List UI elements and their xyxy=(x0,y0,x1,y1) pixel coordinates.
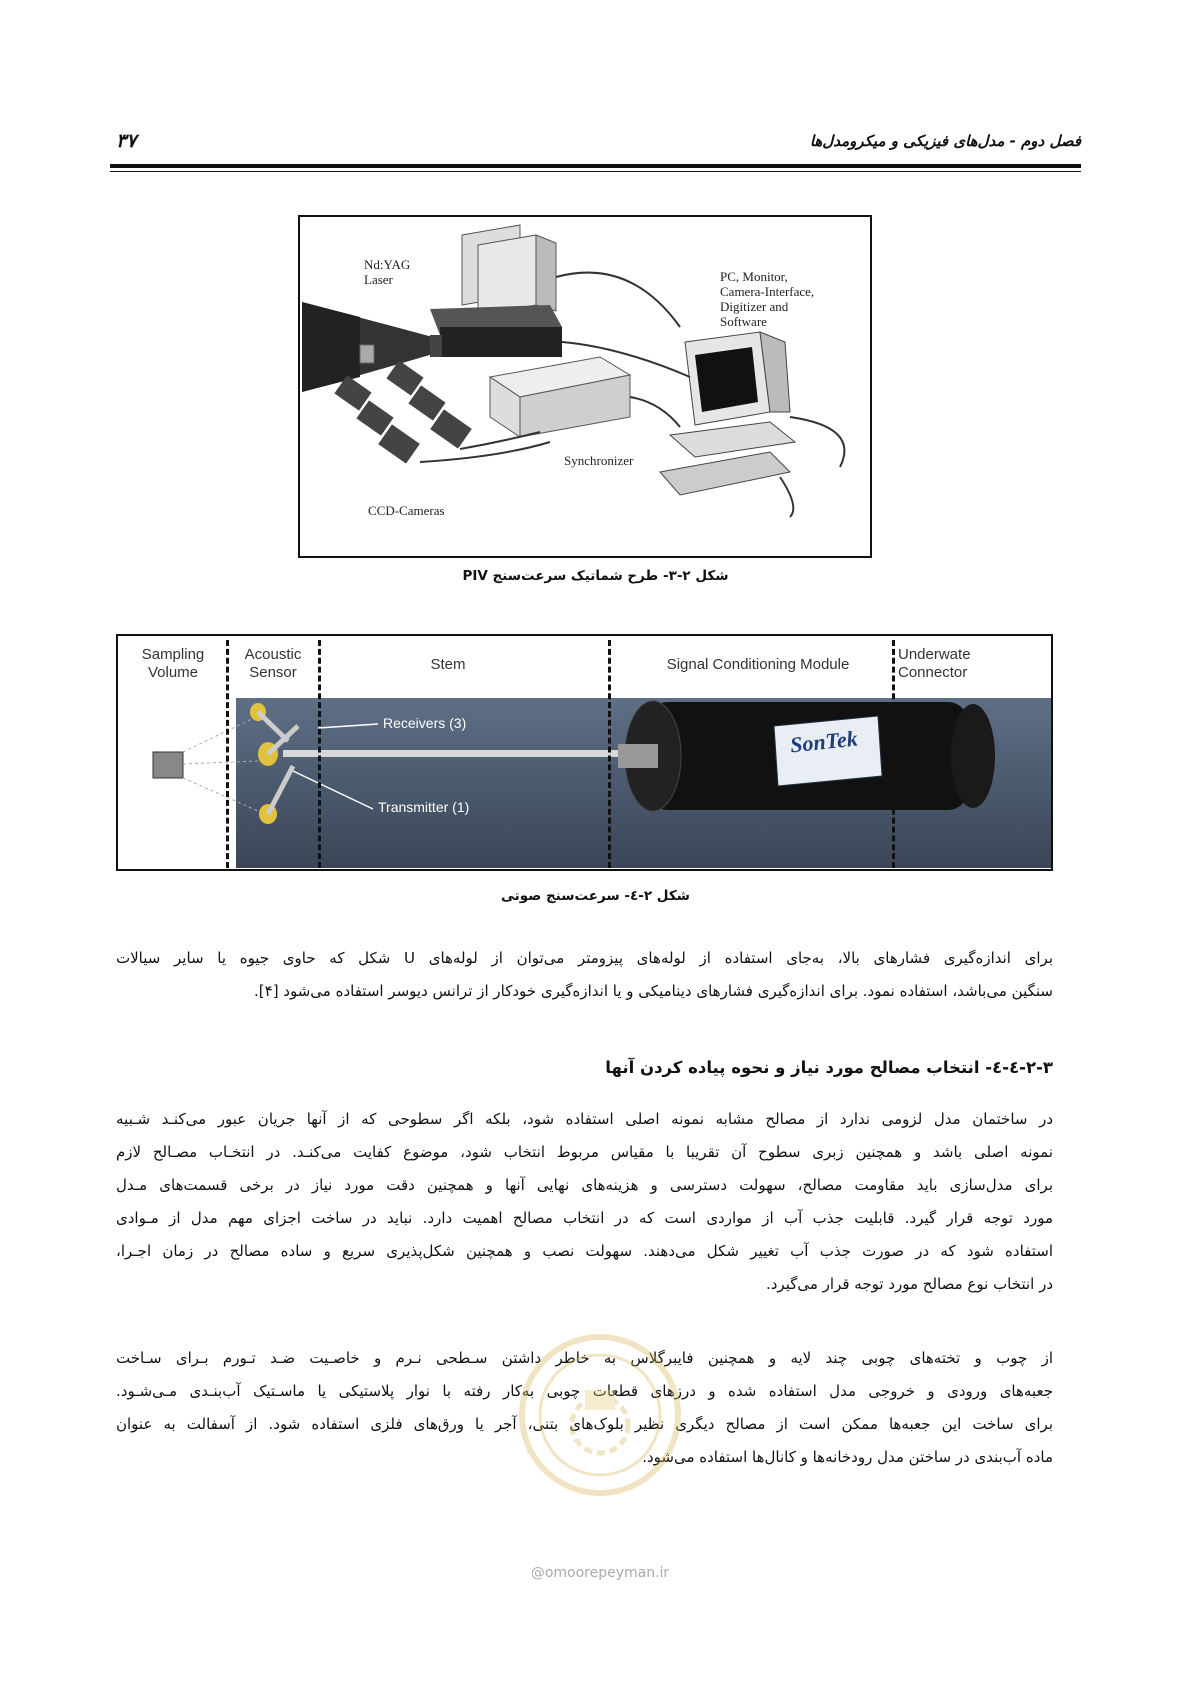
chapter-title: فصل دوم - مدل‌های فیزیکی و میکرومدل‌ها xyxy=(809,132,1081,150)
cameras-label: CCD-Cameras xyxy=(368,503,445,518)
divider-1 xyxy=(226,640,229,868)
figure2-caption: شکل ۲-٤- سرعت‌سنج صوتی xyxy=(501,888,690,904)
figure-acoustic-velocimeter xyxy=(116,634,1053,871)
paragraph-line: از چوب و تخته‌های چوبی چند لایه و همچنین فایبرگلاس به خاطر داشتن سـطحی نـرم و خاصـیت ضـد تـورم بـرای سـاخت xyxy=(116,1349,1053,1367)
paragraph-1 xyxy=(116,942,1053,1008)
section-signal-module: Signal Conditioning Module xyxy=(666,656,850,673)
paragraph-line: در ساختمان مدل لزومی ندارد از مصالح مشابه نمونه اصلی استفاده شود، بلکه اگر سطوحی که از آنها جریان عبور می‌کنـد شـبیه xyxy=(116,1110,1053,1128)
paragraph-line: جعبه‌های ورودی و خروجی مدل استفاده شده و درزهای قطعات چوبی به‌کار رفته با نوار پلاستیکی یا ماسـتیک آب‌بنـدی مـی‌شـود. xyxy=(116,1382,1053,1400)
transmitter-label: Transmitter (1) xyxy=(378,799,470,815)
header-rule xyxy=(110,164,1081,168)
paragraph-line: ماده آب‌بندی در ساختن مدل رودخانه‌ها و کانال‌ها استفاده می‌شود. xyxy=(642,1448,1053,1466)
laser-label: Nd:YAG Laser xyxy=(364,257,411,287)
paragraph-line: برای اندازه‌گیری فشارهای بالا، به‌جای استفاده از لوله‌های پیزومتر می‌توان از لوله‌های U شکل که حاوی جیوه یا سایر سیالات xyxy=(116,949,1053,967)
header-rule-thin xyxy=(110,171,1081,172)
receivers-label: Receivers (3) xyxy=(383,715,467,731)
figure-piv-schematic xyxy=(298,215,872,558)
paragraph-line: برای ساخت این جعبه‌ها ممکن است از مصالح دیگری نظیر بلوک‌های بتنی، آجر یا ورق‌های فلزی استفاده شود. از آسفالت به عنوان xyxy=(116,1415,1053,1433)
paragraph-line: برای مدل‌سازی باید مقاومت مصالح، سهولت دسترسی و هزینه‌های نهایی آنها و همچنین دقت مورد نیاز در برخی قسمت‌های مـدل xyxy=(116,1176,1053,1194)
paragraph-line: نمونه اصلی باشد و همچنین زبری سطوح آن تقریبا با مقیاس مربوط انتخاب شود، موضوع کفایت می‌کنـد. در انتخـاب مصـالح لازم xyxy=(116,1143,1053,1161)
paragraph-line: مورد توجه قرار گیرد. قابلیت جذب آب از مواردی است که در انتخاب مصالح اهمیت دارد. نباید در ساخت اجزای مهم مدل از مـوادی xyxy=(116,1209,1053,1227)
page-header xyxy=(110,128,1081,168)
watermark-text: @omoorepeyman.ir xyxy=(530,1565,670,1581)
section-stem: Stem xyxy=(430,656,466,673)
paragraph-line: در انتخاب نوع مصالح مورد توجه قرار می‌گیرد. xyxy=(765,1275,1053,1293)
figure1-caption: شکل ۲-۳- طرح شماتیک سرعت‌سنج PIV xyxy=(462,568,729,584)
section-acoustic-sensor: Acoustic Sensor xyxy=(244,646,302,681)
divider-4 xyxy=(892,640,895,868)
section-sampling-volume: Sampling Volume xyxy=(141,646,205,681)
section-underwater-connector: Underwate Connector xyxy=(898,646,971,681)
page-number: ۳۷ xyxy=(116,130,137,152)
synchronizer-label: Synchronizer xyxy=(564,453,634,468)
paragraph-2 xyxy=(116,1103,1053,1301)
watermark-seal-icon xyxy=(515,1330,685,1500)
pc-label: PC, Monitor, Camera-Interface, Digitizer and Software xyxy=(720,269,815,329)
divider-3 xyxy=(608,640,611,868)
paragraph-line: استفاده شود که در صورت جذب آب تغییر شکل می‌دهند. سهولت نصب و همچنین شکل‌پذیری سریع و ساده مصالح در زمان اجـرا، xyxy=(116,1242,1053,1260)
paragraph-line: سنگین می‌باشد، استفاده نمود. برای اندازه‌گیری فشارهای دینامیکی و یا اندازه‌گیری خودکار از ترانس دیوسر استفاده می‌شود [۴]. xyxy=(254,982,1053,1000)
section-heading: ۲-۳-٤-٤- انتخاب مصالح مورد نیاز و نحوه پیاده کردن آنها xyxy=(605,1058,1053,1077)
sontek-logo: SonTek xyxy=(788,725,859,758)
divider-2 xyxy=(318,640,321,868)
